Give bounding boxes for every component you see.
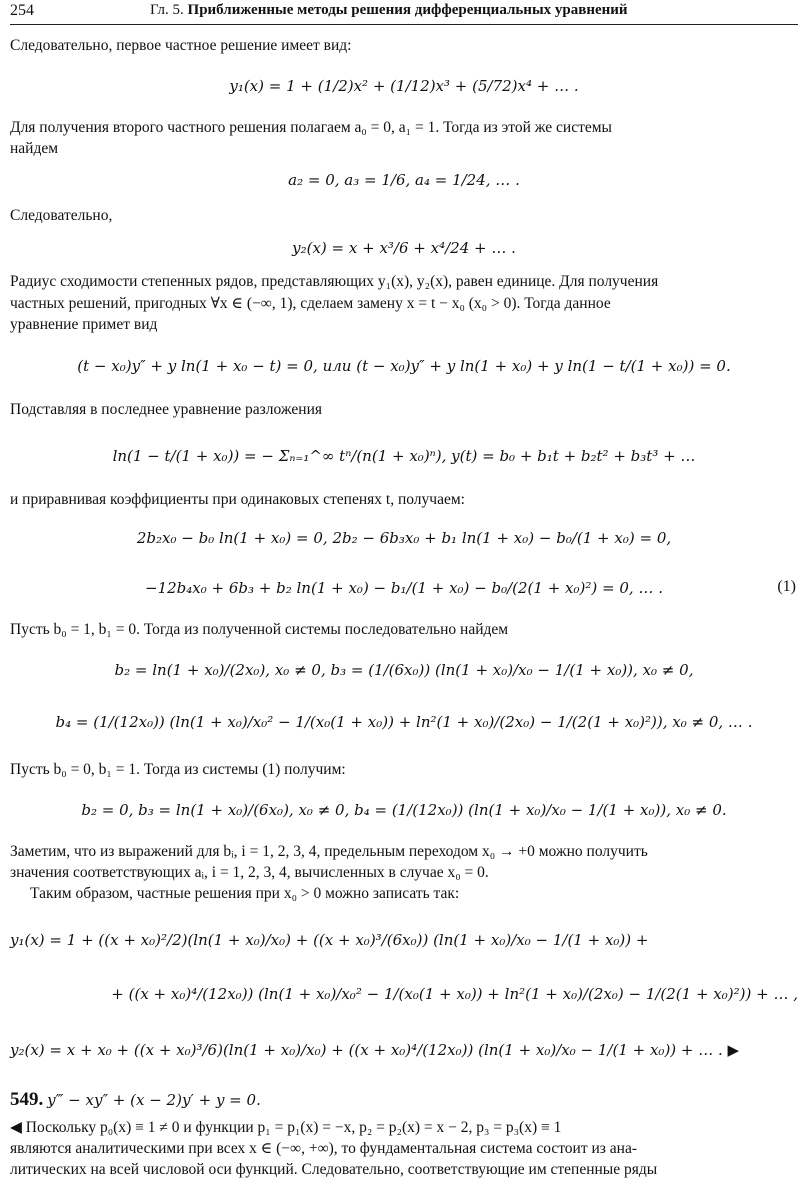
equation-system-line2: −12b₄x₀ + 6b₃ + b₂ ln(1 + x₀) − b₁/(1 + x₀) − b₀/(2(1 + x₀)²) = 0, … . <box>145 579 663 597</box>
equation-b2-b3: b₂ = ln(1 + x₀)/(2x₀), x₀ ≠ 0, b₃ = (1/(6x₀)) (ln(1 + x₀)/x₀ − 1/(1 + x₀)), x₀ ≠ 0, <box>114 661 694 679</box>
chapter-title: Приближенные методы решения дифференциальных уравнений <box>187 2 628 18</box>
header-rule <box>10 24 798 25</box>
paragraph: найдем <box>10 140 59 157</box>
equation-substitution: (t − x₀)y″ + y ln(1 + x₀ − t) = 0, или (t − x₀)y″ + y ln(1 + x₀) + y ln(1 − t/(1 + x₀)) = 0. <box>77 357 731 375</box>
equation-y2-final: y₂(x) = x + x₀ + ((x + x₀)³/6)(ln(1 + x₀)/x₀) + ((x + x₀)⁴/(12x₀)) (ln(1 + x₀)/x₀ − 1/(1 + x₀)) + … . ▶ <box>10 1041 740 1059</box>
paragraph: и приравнивая коэффициенты при одинаковых степенях t, получаем: <box>10 491 465 508</box>
equation-y1-final-line1: y₁(x) = 1 + ((x + x₀)²/2)(ln(1 + x₀)/x₀) + ((x + x₀)³/(6x₀)) (ln(1 + x₀)/x₀ − 1/(1 + x₀)) + <box>10 931 649 949</box>
equation-system-line1: 2b₂x₀ − b₀ ln(1 + x₀) = 0, 2b₂ − 6b₃x₀ + b₁ ln(1 + x₀) − b₀/(1 + x₀) = 0, <box>136 529 672 547</box>
equation-b-second-set: b₂ = 0, b₃ = ln(1 + x₀)/(6x₀), x₀ ≠ 0, b₄ = (1/(12x₀)) (ln(1 + x₀)/x₀ − 1/(1 + x₀)), x₀ ≠ 0. <box>81 801 727 819</box>
paragraph: значения соответствующих aᵢ, i = 1, 2, 3, 4, вычисленных в случае x₀ = 0. <box>10 864 489 881</box>
paragraph: являются аналитическими при всех x ∈ (−∞, +∞), то фундаментальная система состоит из ана- <box>10 1140 637 1157</box>
problem-equation: y‴ − xy″ + (x − 2)y′ + y = 0. <box>47 1091 261 1109</box>
paragraph: Следовательно, <box>10 207 113 224</box>
equation-b4: b₄ = (1/(12x₀)) (ln(1 + x₀)/x₀² − 1/(x₀(1 + x₀)) + ln²(1 + x₀)/(2x₀) − 1/(2(1 + x₀)²)), x₀ ≠ 0, … . <box>55 713 753 731</box>
paragraph: литических на всей числовой оси функций. Следовательно, соответствующие им степенные ряды <box>10 1161 658 1178</box>
paragraph: Пусть b₀ = 1, b₁ = 0. Тогда из полученной системы последовательно найдем <box>10 621 509 638</box>
chapter-label: Гл. 5. <box>150 2 184 18</box>
equation-a-coefficients: a₂ = 0, a₃ = 1/6, a₄ = 1/24, … . <box>288 171 520 189</box>
problem-statement <box>10 1090 798 1111</box>
equation-y1-final-line2: + ((x + x₀)⁴/(12x₀)) (ln(1 + x₀)/x₀² − 1/(x₀(1 + x₀)) + ln²(1 + x₀)/(2x₀) − 1/(2(1 + x₀)²)) + … , <box>111 985 798 1003</box>
paragraph: ◀ Поскольку p₀(x) ≡ 1 ≠ 0 и функции p₁ = p₁(x) = −x, p₂ = p₂(x) = x − 2, p₃ = p₃(x) ≡ 1 <box>10 1119 562 1136</box>
paragraph: частных решений, пригодных ∀x ∈ (−∞, 1), сделаем замену x = t − x₀ (x₀ > 0). Тогда данное <box>10 295 611 312</box>
paragraph: Для получения второго частного решения полагаем a₀ = 0, a₁ = 1. Тогда из этой же системы <box>10 119 612 136</box>
running-header <box>150 2 628 19</box>
paragraph: Таким образом, частные решения при x₀ > 0 можно записать так: <box>30 885 460 902</box>
paragraph: уравнение примет вид <box>10 316 158 333</box>
problem-number: 549. <box>10 1089 44 1110</box>
equation-number: (1) <box>777 578 796 595</box>
paragraph: Пусть b₀ = 0, b₁ = 1. Тогда из системы (1) получим: <box>10 761 346 778</box>
paragraph: Следовательно, первое частное решение имеет вид: <box>10 37 352 54</box>
equation-y2: y₂(x) = x + x³/6 + x⁴/24 + … . <box>292 239 516 257</box>
equation-ln-expansion: ln(1 − t/(1 + x₀)) = − Σₙ₌₁^∞ tⁿ/(n(1 + x₀)ⁿ), y(t) = b₀ + b₁t + b₂t² + b₃t³ + … <box>112 447 696 465</box>
equation-y1: y₁(x) = 1 + (1/2)x² + (1/12)x³ + (5/72)x⁴ + … . <box>229 77 579 95</box>
paragraph: Подставляя в последнее уравнение разложения <box>10 401 322 418</box>
paragraph: Заметим, что из выражений для bᵢ, i = 1, 2, 3, 4, предельным переходом x₀ → +0 можно получить <box>10 843 648 860</box>
paragraph: Радиус сходимости степенных рядов, представляющих y₁(x), y₂(x), равен единице. Для получения <box>10 273 659 290</box>
page-number: 254 <box>10 2 34 19</box>
